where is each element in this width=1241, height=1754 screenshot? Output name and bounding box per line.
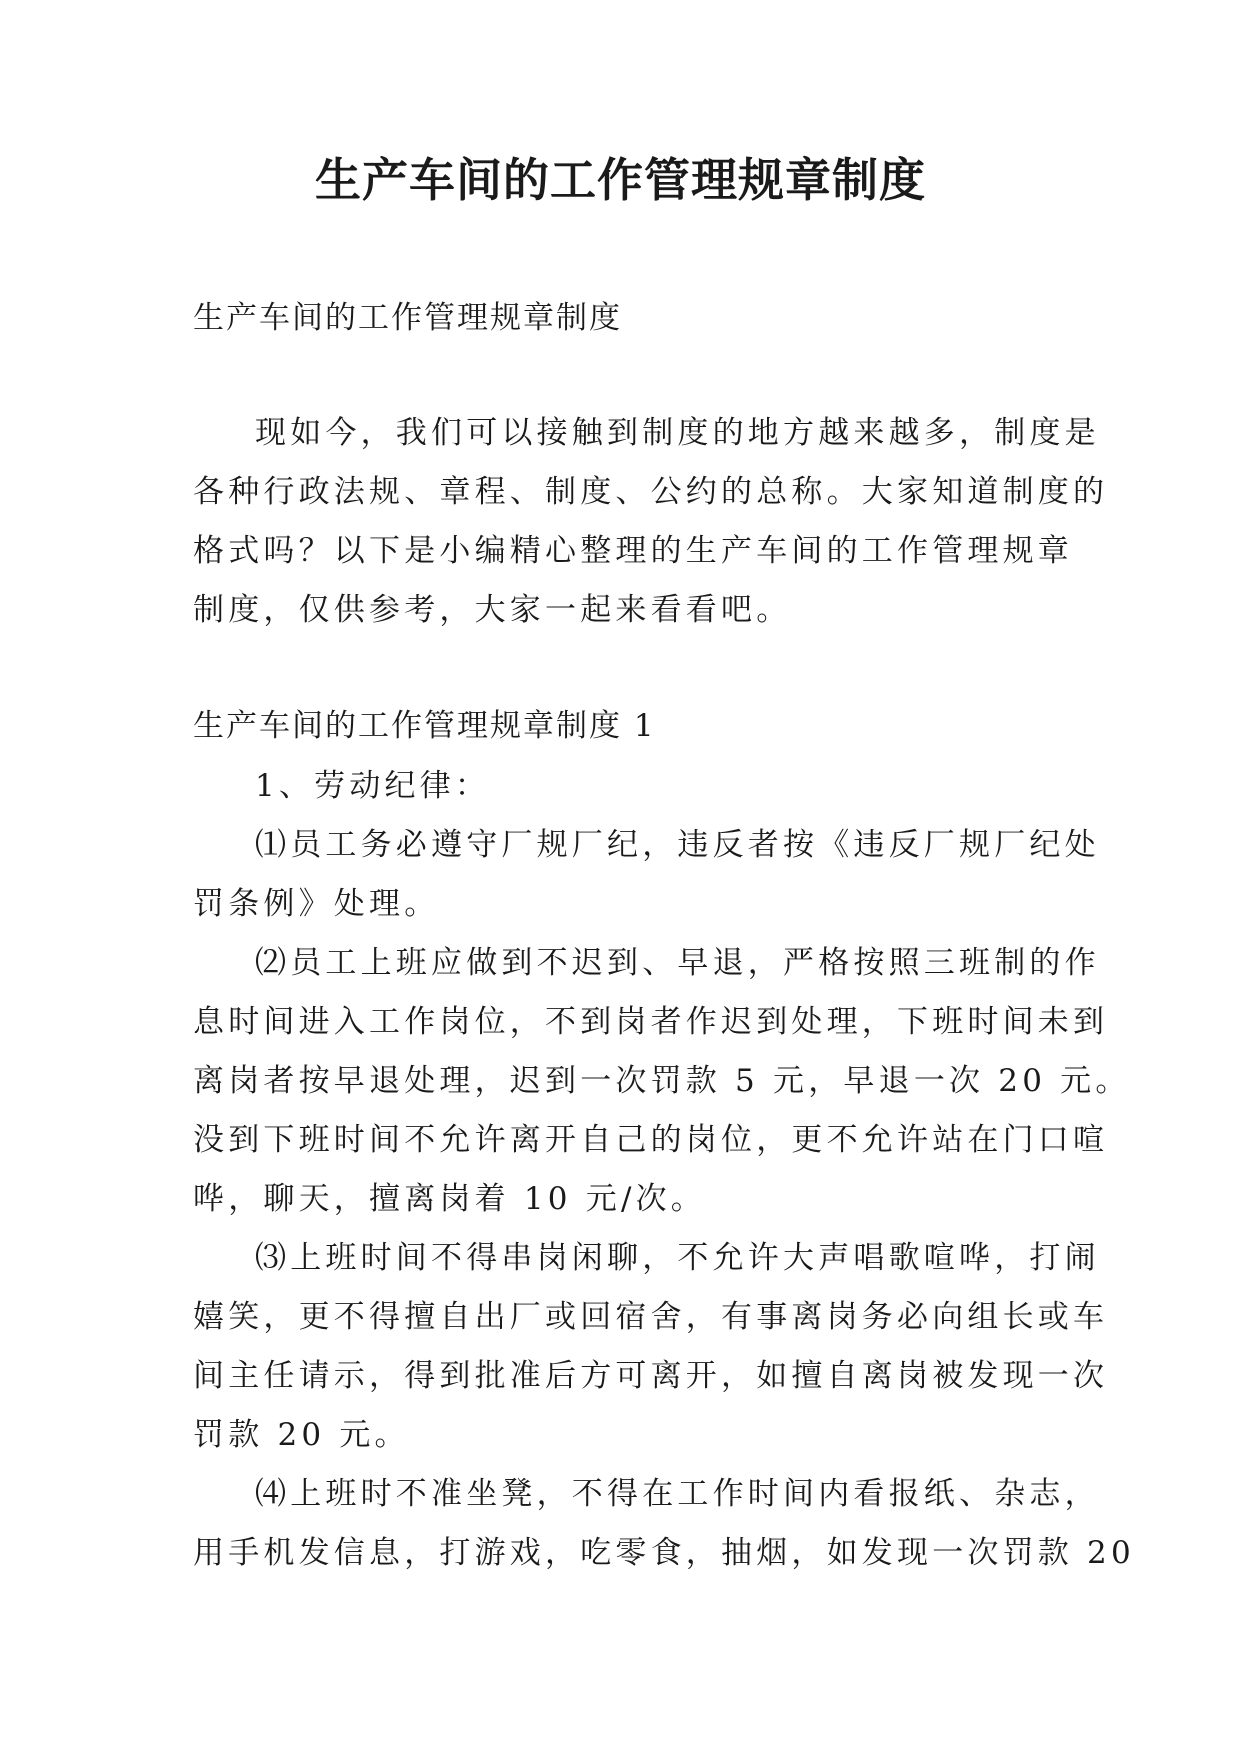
item-line: 哗，聊天，擅离岗着 10 元/次。 [193, 1181, 706, 1217]
item-line: ⑴员工务必遵守厂规厂纪，违反者按《违反厂规厂纪处 [255, 827, 1100, 863]
item-line: ⑵员工上班应做到不迟到、早退，严格按照三班制的作 [255, 945, 1100, 981]
intro-line: 现如今，我们可以接触到制度的地方越来越多，制度是 [255, 415, 1100, 451]
item-line: ⑶上班时间不得串岗闲聊，不允许大声唱歌喧哗，打闹 [255, 1240, 1100, 1276]
document-title: 生产车间的工作管理规章制度 [315, 153, 926, 207]
item-line: 用手机发信息，打游戏，吃零食，抽烟，如发现一次罚款 20 [193, 1535, 1135, 1571]
item-line: 没到下班时间不允许离开自己的岗位，更不允许站在门口喧 [193, 1122, 1109, 1158]
item-line: 间主任请示，得到批准后方可离开，如擅自离岗被发现一次 [193, 1358, 1109, 1394]
item-line: 息时间进入工作岗位，不到岗者作迟到处理，下班时间未到 [193, 1004, 1109, 1040]
item-line: 罚款 20 元。 [193, 1417, 410, 1453]
section-heading: 1、劳动纪律： [255, 768, 491, 804]
intro-line: 制度，仅供参考，大家一起来看看吧。 [193, 592, 792, 628]
intro-line: 格式吗？以下是小编精心整理的生产车间的工作管理规章 [193, 533, 1073, 569]
section-title: 生产车间的工作管理规章制度 1 [193, 708, 656, 744]
item-line: 离岗者按早退处理，迟到一次罚款 5 元，早退一次 20 元。 [193, 1063, 1131, 1099]
item-line: 嬉笑，更不得擅自出厂或回宿舍，有事离岗务必向组长或车 [193, 1299, 1109, 1335]
item-line: 罚条例》处理。 [193, 886, 440, 922]
item-line: ⑷上班时不准坐凳，不得在工作时间内看报纸、杂志， [255, 1476, 1100, 1512]
intro-line: 各种行政法规、章程、制度、公约的总称。大家知道制度的 [193, 474, 1109, 510]
document-subtitle: 生产车间的工作管理规章制度 [193, 300, 622, 336]
